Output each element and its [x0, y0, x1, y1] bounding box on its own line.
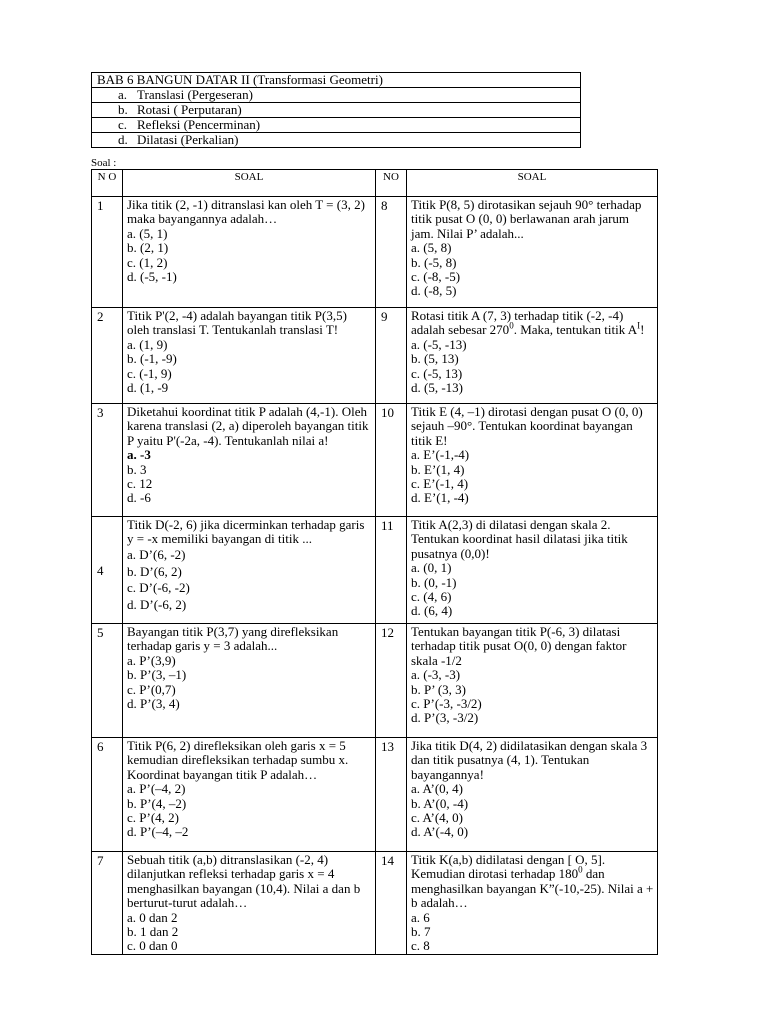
option: d. P’(3, 4) [127, 696, 180, 712]
option: a. (5, 1) [127, 225, 168, 241]
question-text [411, 309, 654, 338]
question-text: Diketahui koordinat titik P adalah (4,-1). Oleh karena translasi (2, a) diperoleh bayangan titik P yaitu P'(-2a, -4). Tentukanlah nilai a! [127, 404, 369, 448]
chapter-title: BAB 6 BANGUN DATAR II (Transformasi Geometri) [92, 73, 581, 88]
question-text: Titik P(8, 5) dirotasikan sejauh 90° terhadap titik pusat O (0, 0) berlawanan arah jarum jam. Nilai P’ adalah... [411, 197, 642, 241]
option: c. (1, 2) [127, 254, 168, 270]
question-number: 10 [376, 404, 407, 517]
question-cell [407, 517, 658, 624]
option: a. P’(3,9) [127, 652, 176, 668]
option: c. P’(4, 2) [127, 810, 179, 826]
option-list [127, 547, 372, 614]
option: c. A’(4, 0) [411, 810, 463, 826]
table-row [92, 197, 658, 308]
option-list [127, 782, 372, 840]
question-number: 1 [92, 197, 123, 308]
table-row [92, 517, 658, 624]
topic-text: Rotasi ( Perputaran) [137, 102, 242, 117]
question-number: 5 [92, 624, 123, 738]
option-list [411, 338, 654, 396]
table-row [92, 404, 658, 517]
topic-item-rotasi [92, 103, 581, 118]
question-cell [123, 404, 376, 517]
question-cell [407, 738, 658, 852]
question-text: Titik A(2,3) di dilatasi dengan skala 2. Tentukan koordinat hasil dilatasi jika titik pusatnya (0,0)! [411, 517, 628, 561]
option: a. (5, 8) [411, 240, 452, 256]
option-list [411, 911, 654, 954]
option: a. -3 [127, 447, 151, 463]
option: b. 3 [127, 461, 147, 477]
question-cell [123, 852, 376, 955]
topic-text: Dilatasi (Perkalian) [137, 132, 239, 147]
question-text: Bayangan titik P(3,7) yang direfleksikan terhadap garis y = 3 adalah... [127, 624, 339, 654]
topic-text: Translasi (Pergeseran) [137, 87, 253, 102]
option: a. E’(-1,-4) [411, 447, 470, 463]
text-segment: . Maka, tentukan titik A [513, 322, 638, 338]
option: a. (-3, -3) [411, 667, 461, 683]
text-segment: dan menghasilkan bayangan K”(-10,-25). Nilai a + b adalah… [411, 866, 654, 911]
option: d. (-8, 5) [411, 283, 457, 299]
question-text: Titik P(6, 2) direfleksikan oleh garis x = 5 kemudian direfleksikan terhadap sumbu x. Koordinat bayangan titik P adalah… [127, 738, 349, 782]
text-segment: Titik K(a,b) didilatasi dengan [ O, 5]. Kemudian dirotasi terhadap 180 [411, 852, 606, 882]
option-list [127, 338, 372, 396]
question-number: 7 [92, 852, 123, 955]
question-cell [123, 197, 376, 308]
option: a. A’(0, 4) [411, 781, 463, 797]
option-list [411, 668, 654, 726]
option-list [127, 227, 372, 285]
question-number: 8 [376, 197, 407, 308]
question-number: 4 [92, 517, 123, 624]
question-cell [407, 404, 658, 517]
option: c. (-1, 9) [127, 365, 172, 381]
option: a. P’(–4, 2) [127, 781, 186, 797]
question-number: 11 [376, 517, 407, 624]
option: d. (5, -13) [411, 380, 463, 396]
text-segment: Rotasi titik A (7, 3) terhadap titik (-2, -4) adalah sebesar 270 [411, 308, 624, 338]
question-text [411, 853, 654, 911]
option: a. (1, 9) [127, 336, 168, 352]
question-number: 12 [376, 624, 407, 738]
option: c. (4, 6) [411, 589, 452, 605]
question-cell [407, 197, 658, 308]
topic-letter: a. [118, 87, 128, 102]
question-cell [407, 624, 658, 738]
topic-letter: b. [118, 102, 128, 117]
option: b. P’(3, –1) [127, 667, 187, 683]
option: d. -6 [127, 490, 151, 506]
text-segment: ! [640, 322, 645, 338]
option: d. E’(1, -4) [411, 490, 469, 506]
option: c. (-5, 13) [411, 365, 463, 381]
question-text: Titik D(-2, 6) jika dicerminkan terhadap garis y = -x memiliki bayangan di titik ... [127, 517, 365, 547]
option: c. 0 dan 0 [127, 938, 178, 954]
question-text: Jika titik D(4, 2) didilatasikan dengan skala 3 dan titik pusatnya (4, 1). Tentukan bayangannya! [411, 738, 648, 782]
chapter-header-table [91, 72, 581, 148]
table-row [92, 308, 658, 404]
question-number: 3 [92, 404, 123, 517]
header-no-right: NO [376, 170, 407, 197]
option: c. E’(-1, 4) [411, 476, 469, 492]
question-cell [123, 738, 376, 852]
topic-item-dilatasi [92, 133, 581, 148]
topic-item-refleksi [92, 118, 581, 133]
option: b. 1 dan 2 [127, 924, 179, 940]
header-no-left: N O [92, 170, 123, 197]
option: b. (-1, -9) [127, 351, 177, 367]
option: d. (6, 4) [411, 603, 453, 619]
option: c. P’(0,7) [127, 681, 176, 697]
option: b. P’(4, –2) [127, 795, 187, 811]
question-text: Tentukan bayangan titik P(-6, 3) dilatasi terhadap titik pusat O(0, 0) dengan faktor skala -1/2 [411, 624, 627, 668]
option: d. D’(-6, 2) [127, 597, 187, 613]
option-list [411, 241, 654, 299]
table-header-row [92, 170, 658, 197]
option: a. (-5, -13) [411, 336, 467, 352]
superscript: 0 [509, 321, 514, 332]
question-number: 13 [376, 738, 407, 852]
option: b. (5, 13) [411, 351, 459, 367]
question-cell [407, 852, 658, 955]
option: a. 0 dan 2 [127, 909, 178, 925]
soal-label: Soal : [91, 157, 117, 169]
option: d. P’(3, -3/2) [411, 710, 479, 726]
question-text: Titik E (4, –1) dirotasi dengan pusat O (0, 0) sejauh –90°. Tentukan koordinat bayangan titik E! [411, 404, 643, 448]
option: c. 8 [411, 938, 430, 954]
option: c. D’(-6, -2) [127, 580, 190, 596]
superscript: I [637, 321, 641, 332]
option: b. (-5, 8) [411, 254, 457, 270]
option: a. (0, 1) [411, 560, 452, 576]
question-number: 9 [376, 308, 407, 404]
option-list [411, 448, 654, 506]
option: b. A’(0, -4) [411, 795, 469, 811]
option-list [127, 911, 372, 954]
option: d. A’(-4, 0) [411, 824, 469, 840]
question-cell [123, 308, 376, 404]
topic-letter: c. [118, 117, 128, 132]
table-row [92, 624, 658, 738]
header-soal-right: SOAL [407, 170, 658, 197]
topic-item-translasi [92, 88, 581, 103]
table-row [92, 738, 658, 852]
option: b. 7 [411, 924, 431, 940]
question-text: Jika titik (2, -1) ditranslasi kan oleh T = (3, 2) maka bayangannya adalah… [127, 197, 365, 227]
question-text: Sebuah titik (a,b) ditranslasikan (-2, 4) dilanjutkan refleksi terhadap garis x = 4 menghasilkan bayangan (10,4). Nilai a dan b berturut-turut adalah… [127, 852, 361, 911]
question-text: Titik P'(2, -4) adalah bayangan titik P(3,5) oleh translasi T. Tentukanlah translasi T! [127, 308, 347, 338]
option-list [411, 782, 654, 840]
option-list [127, 448, 372, 506]
question-cell [407, 308, 658, 404]
question-cell [123, 517, 376, 624]
option: b. P’ (3, 3) [411, 681, 467, 697]
topic-letter: d. [118, 132, 128, 147]
option: d. P’(–4, –2 [127, 824, 189, 840]
option: d. (-5, -1) [127, 269, 177, 285]
option: b. D’(6, 2) [127, 563, 182, 579]
topic-text: Refleksi (Pencerminan) [137, 117, 261, 132]
header-soal-left: SOAL [123, 170, 376, 197]
question-number: 6 [92, 738, 123, 852]
option-list [127, 654, 372, 712]
option-list [411, 561, 654, 619]
option: d. (1, -9 [127, 380, 169, 396]
option: c. P’(-3, -3/2) [411, 696, 482, 712]
option: b. E’(1, 4) [411, 461, 465, 477]
option: b. (2, 1) [127, 240, 169, 256]
option: a. 6 [411, 909, 430, 925]
option: a. D’(6, -2) [127, 546, 186, 562]
question-number: 14 [376, 852, 407, 955]
question-cell [123, 624, 376, 738]
table-row [92, 852, 658, 955]
option: c. (-8, -5) [411, 269, 461, 285]
option: c. 12 [127, 476, 153, 492]
superscript: 0 [578, 865, 583, 876]
questions-table [91, 169, 658, 955]
option: b. (0, -1) [411, 574, 457, 590]
question-number: 2 [92, 308, 123, 404]
